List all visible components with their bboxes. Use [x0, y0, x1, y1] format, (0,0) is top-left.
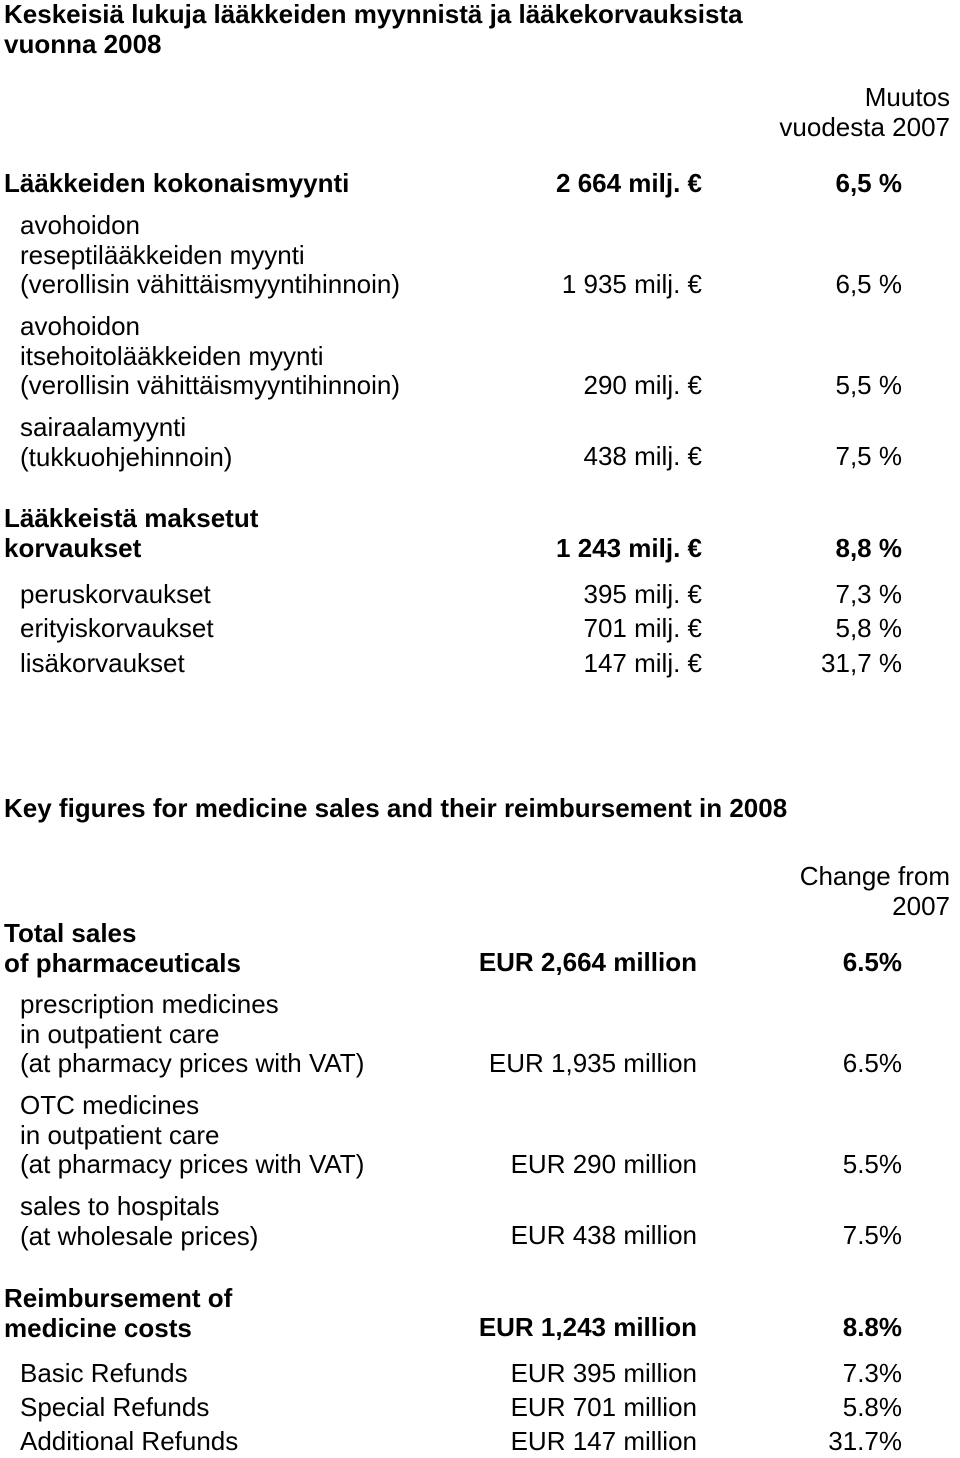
en-row-label-line: prescription medicines	[20, 989, 279, 1019]
en-row-change: 5.5%	[842, 1149, 902, 1179]
en-row-change: 7.3%	[842, 1358, 902, 1388]
fi-row-label	[20, 211, 400, 300]
fi-row-label	[20, 580, 211, 610]
en-row-label-line: (at wholesale prices)	[20, 1220, 259, 1251]
en-row-label-line: (at pharmacy prices with VAT)	[20, 1149, 365, 1179]
fi-row-value: 2 664 milj. €	[556, 168, 702, 198]
fi-row-value: 701 milj. €	[583, 613, 702, 643]
fi-row-value: 147 milj. €	[583, 648, 702, 678]
en-row-label	[20, 1427, 238, 1457]
fi-change-header	[779, 83, 950, 142]
en-row-change: 8.8%	[842, 1312, 902, 1342]
fi-title-line: vuonna 2008	[4, 28, 162, 59]
en-row-label-line: OTC medicines	[20, 1090, 200, 1120]
fi-row-label-line: (verollisin vähittäismyyntihinnoin)	[20, 370, 401, 400]
fi-row-label	[4, 504, 258, 563]
en-row-value: EUR 395 million	[510, 1358, 697, 1388]
en-row-label	[20, 1359, 188, 1389]
fi-row-label-line: avohoidon	[20, 311, 140, 341]
fi-row-label-line: (verollisin vähittäismyyntihinnoin)	[20, 269, 401, 299]
fi-change-header-line: Muutos	[864, 82, 950, 112]
en-change-header-line: Change from	[799, 861, 950, 891]
en-row-label-line: Special Refunds	[20, 1392, 210, 1422]
en-row-label-line: Total sales	[4, 918, 137, 948]
fi-row-value: 1 935 milj. €	[561, 269, 702, 299]
en-row-label-line: (at pharmacy prices with VAT)	[20, 1048, 365, 1078]
en-row-label	[4, 1284, 232, 1343]
fi-title-line: Keskeisiä lukuja lääkkeiden myynnistä ja lääkekorvauksista	[4, 0, 743, 29]
fi-row-label	[20, 614, 214, 644]
fi-row-change: 6,5 %	[835, 269, 902, 299]
en-row-value: EUR 701 million	[510, 1392, 697, 1422]
en-row-label-line: in outpatient care	[20, 1119, 220, 1150]
fi-title	[4, 0, 743, 59]
en-row-change: 5.8%	[842, 1392, 902, 1422]
fi-row-label	[4, 169, 349, 199]
en-row-label	[20, 990, 364, 1079]
en-row-value: EUR 1,243 million	[478, 1312, 697, 1342]
en-change-header	[800, 862, 950, 921]
fi-row-label-line: lisäkorvaukset	[20, 648, 185, 678]
en-row-label-line: Reimbursement of	[4, 1283, 233, 1313]
fi-row-label-line: sairaalamyynti	[20, 412, 187, 442]
en-row-change: 31.7%	[828, 1426, 902, 1456]
fi-row-label-line: peruskorvaukset	[20, 579, 211, 609]
en-row-label	[4, 919, 241, 978]
en-row-value: EUR 2,664 million	[478, 947, 697, 977]
en-row-label-line: of pharmaceuticals	[4, 947, 241, 978]
fi-row-label-line: Lääkkeiden kokonaismyynti	[4, 168, 350, 198]
en-row-change: 7.5%	[842, 1220, 902, 1250]
fi-row-label-line: itsehoitolääkkeiden myynti	[20, 340, 324, 371]
fi-row-label	[20, 649, 185, 679]
fi-change-header-line: vuodesta 2007	[779, 111, 950, 142]
en-row-label-line: sales to hospitals	[20, 1191, 220, 1221]
en-row-label	[20, 1091, 364, 1180]
fi-row-value: 1 243 milj. €	[556, 533, 702, 563]
en-row-label-line: Basic Refunds	[20, 1358, 188, 1388]
en-row-value: EUR 438 million	[510, 1220, 697, 1250]
fi-row-value: 395 milj. €	[583, 579, 702, 609]
fi-row-label-line: korvaukset	[4, 532, 142, 563]
fi-row-change: 6,5 %	[835, 168, 902, 198]
en-row-label-line: Additional Refunds	[20, 1426, 239, 1456]
en-row-label	[20, 1393, 209, 1423]
en-row-value: EUR 147 million	[510, 1426, 697, 1456]
fi-row-change: 5,5 %	[835, 370, 902, 400]
en-title: Key figures for medicine sales and their reimbursement in 2008	[4, 793, 788, 823]
fi-row-value: 438 milj. €	[583, 441, 702, 471]
en-row-value: EUR 1,935 million	[488, 1048, 697, 1078]
en-row-change: 6.5%	[842, 1048, 902, 1078]
fi-row-label-line: Lääkkeistä maksetut	[4, 503, 259, 533]
fi-row-label-line: erityiskorvaukset	[20, 613, 214, 643]
fi-row-label-line: avohoidon	[20, 210, 140, 240]
fi-row-change: 7,3 %	[835, 579, 902, 609]
fi-row-label-line: reseptilääkkeiden myynti	[20, 239, 305, 270]
fi-row-label-line: (tukkuohjehinnoin)	[20, 441, 233, 472]
en-row-label	[20, 1192, 258, 1251]
fi-row-change: 5,8 %	[835, 613, 902, 643]
en-row-label-line: in outpatient care	[20, 1018, 220, 1049]
en-row-value: EUR 290 million	[510, 1149, 697, 1179]
fi-row-change: 7,5 %	[835, 441, 902, 471]
fi-row-label	[20, 413, 232, 472]
fi-row-change: 8,8 %	[835, 533, 902, 563]
en-change-header-line: 2007	[892, 890, 950, 921]
fi-row-label	[20, 312, 400, 401]
en-row-change: 6.5%	[842, 947, 902, 977]
fi-row-change: 31,7 %	[821, 648, 902, 678]
en-row-label-line: medicine costs	[4, 1312, 192, 1343]
fi-row-value: 290 milj. €	[583, 370, 702, 400]
